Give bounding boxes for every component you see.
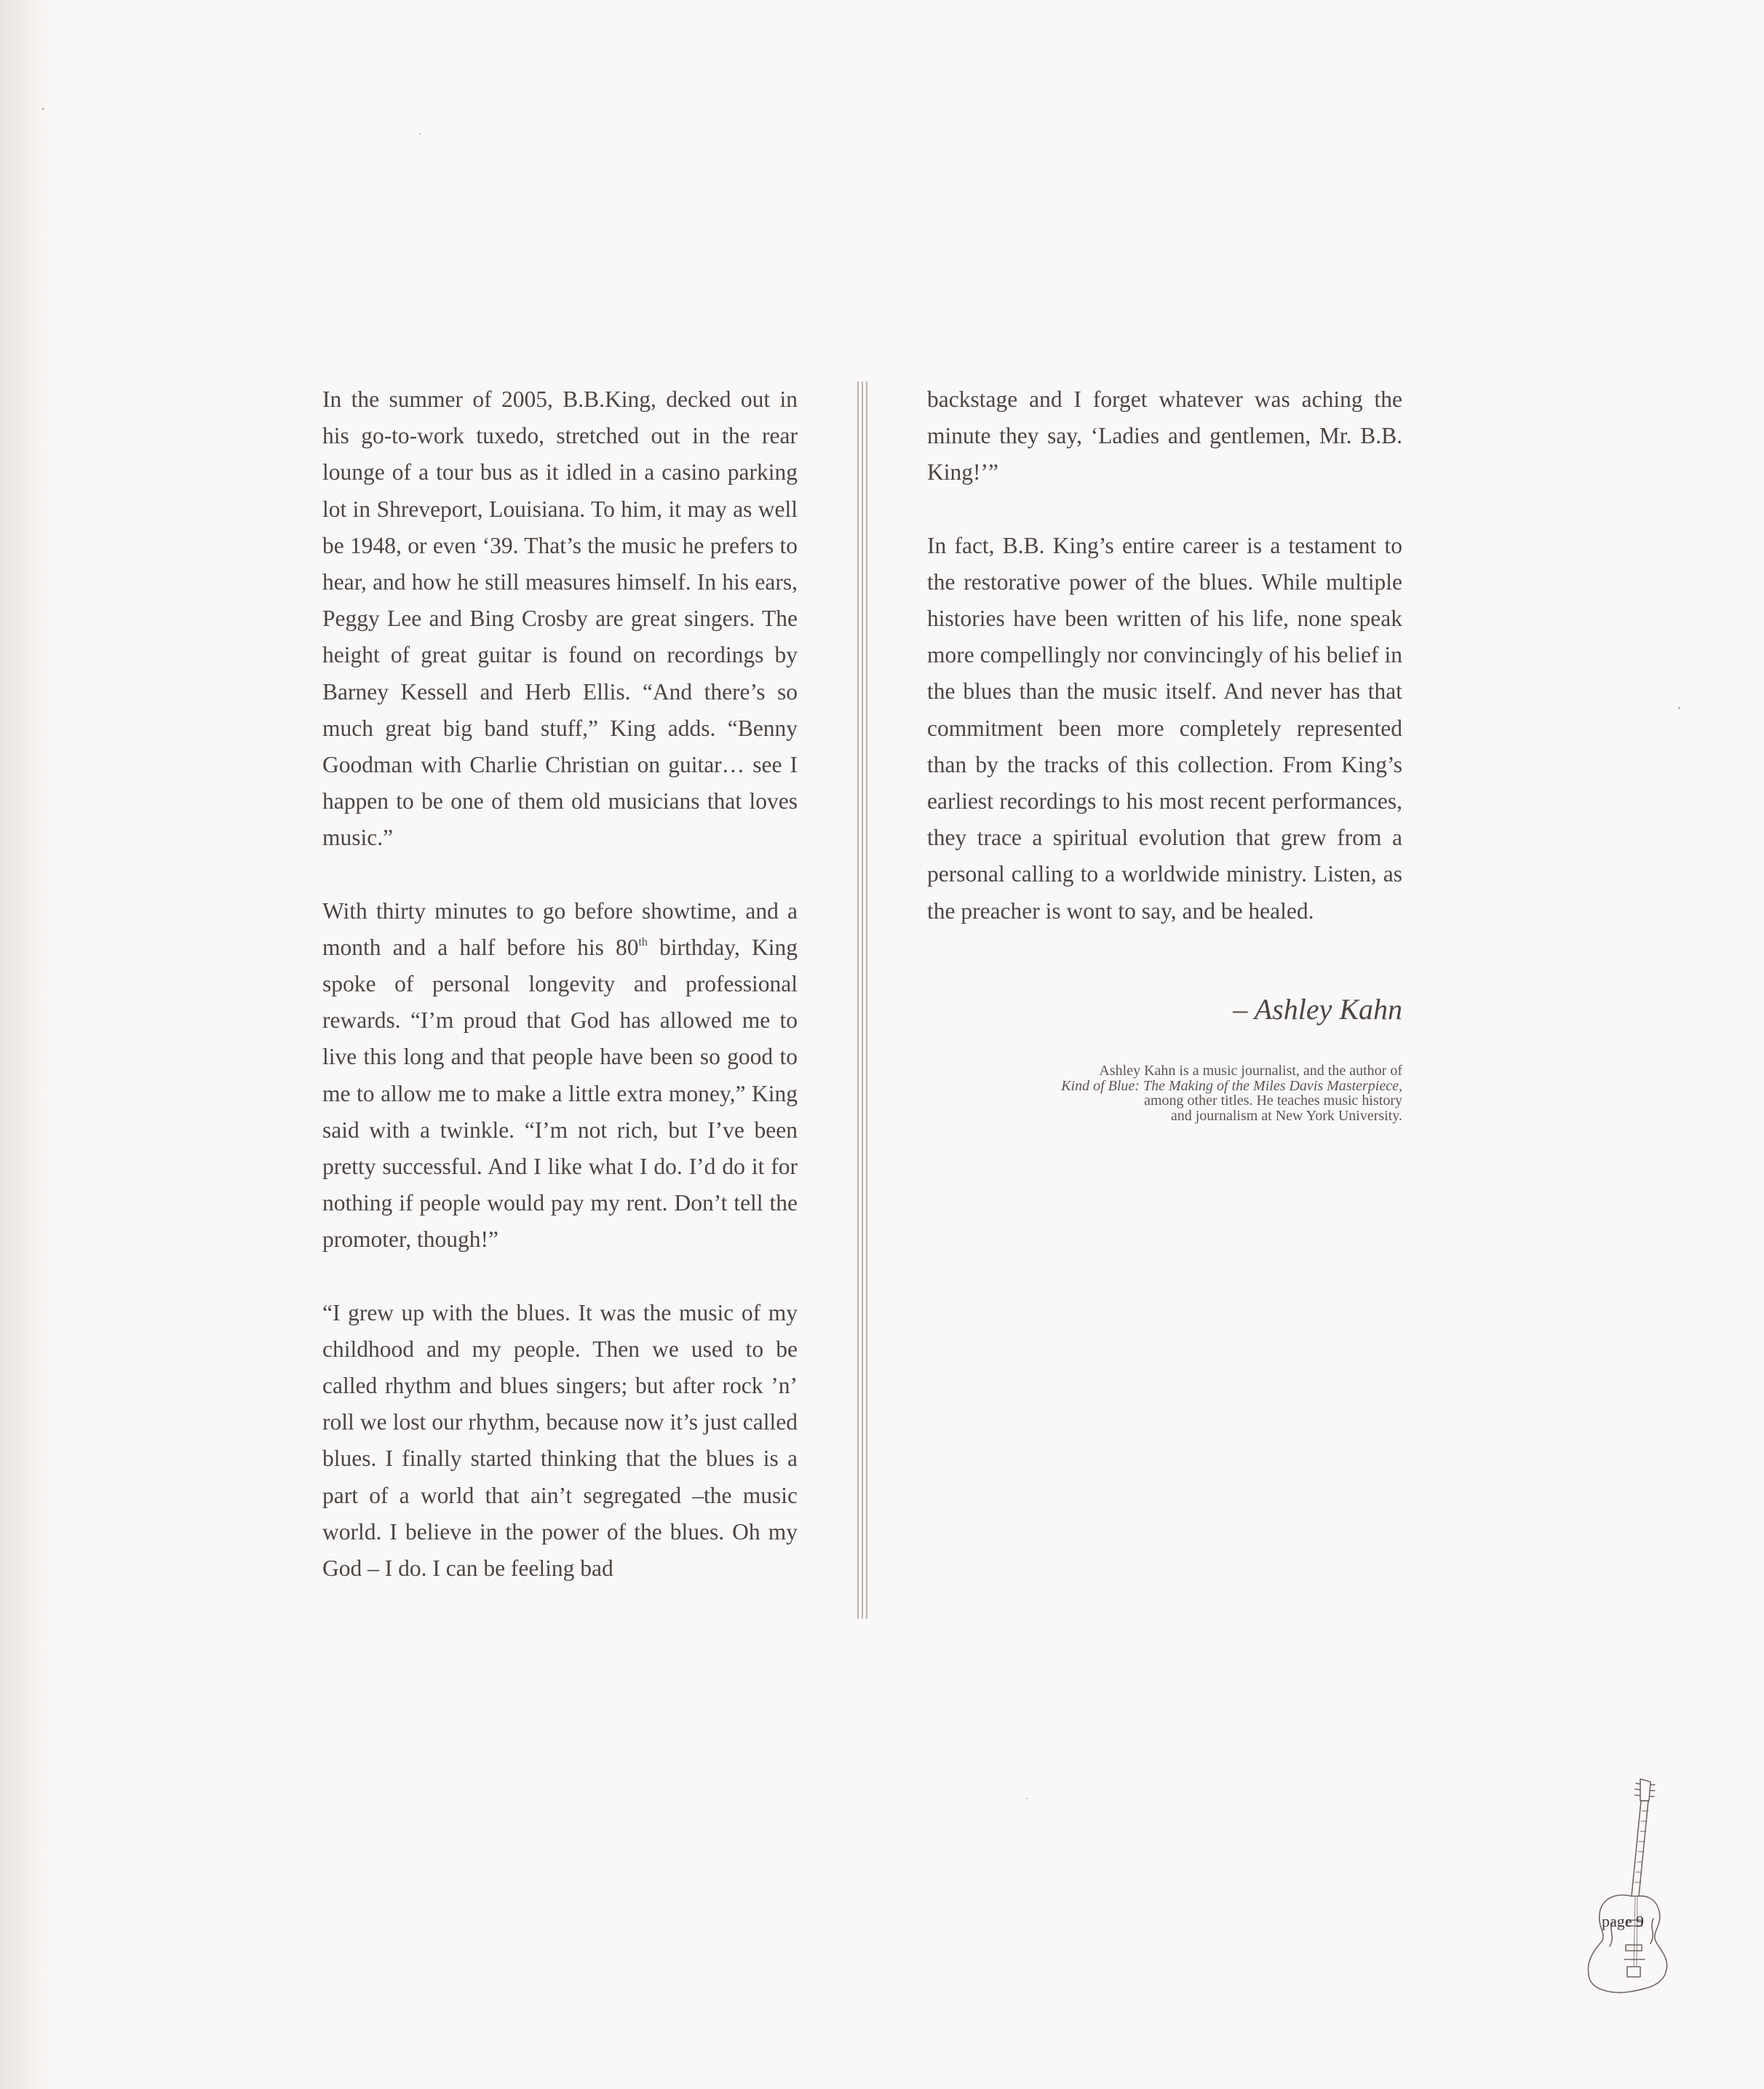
book-title: Kind of Blue: The Making of the Miles Davis Masterpiece, [1061,1077,1402,1094]
paper-speck [1026,1798,1028,1799]
ordinal-suffix: th [638,935,648,948]
author-bio [927,1063,1402,1123]
paper-speck [419,133,421,135]
guitar-icon [1565,1776,1674,1994]
paragraph-text: With thirty minutes to go before showtime, and a month and a half before his 80 [322,897,798,960]
paper-speck [42,108,44,110]
bio-line: and journalism at New York University. [1170,1107,1402,1124]
bio-line: Ashley Kahn is a music journalist, and the author of [1099,1063,1402,1079]
paragraph-text: birthday, King spoke of personal longevity and professional rewards. “I’m proud that God has allowed me to live this long and that people have been so good to me to allow me to make a little extra money,” King said with a twinkle. “I’m not rich, but I’ve been pretty successful. And I like what I do. I’d do it for nothing if people would pay my rent. Don’t tell the promoter, though!” [322,934,798,1253]
paragraph [322,893,798,1258]
paper-speck [1678,707,1680,709]
paragraph: In the summer of 2005, B.B.King, decked out in his go-to-work tuxedo, stretched out in the rear lounge of a tour bus as it idled in a casino parking lot in Shreveport, Louisiana. To him, it may as well be 1948, or even ‘39. That’s the music he prefers to hear, and how he still measures himself. In his ears, Peggy Lee and Bing Crosby are great singers. The height of great guitar is found on recordings by Barney Kessell and Herb Ellis. “And there’s so much great big band stuff,” King adds. “Benny Goodman with Charlie Christian on guitar… see I happen to be one of them old musicians that loves music.” [322,387,798,851]
bio-line: among other titles. He teaches music history [1144,1093,1402,1109]
bio-book-title [927,1079,1402,1094]
paragraph: “I grew up with the blues. It was the music of my childhood and my people. Then we used to be called rhythm and blues singers; but after rock ’n’ roll we lost our rhythm, because now it’s just called blues. I finally started thinking that the blues is a part of a world that ain’t segregated –the music world. I believe in the power of the blues. Oh my God – I do. I can be feeling bad [322,1299,798,1582]
right-text-column [927,381,1402,929]
paragraph: In fact, B.B. King’s entire career is a testament to the restorative power of the blues. While multiple histories have been written of his life, none speak more compellingly nor convincingly of his belief in the blues than the music itself. And never has that commitment been more completely represented than by the tracks of this collection. From King’s earliest recordings to his most recent performances, they trace a spiritual evolution that grew from a personal calling to a worldwide ministry. Listen, as the preacher is wont to say, and be healed. [927,532,1402,924]
column-divider [857,381,867,1619]
paragraph: backstage and I forget whatever was aching the minute they say, ‘Ladies and gentlemen, Mr. B.B. King!’” [927,387,1402,485]
author-signature: – Ashley Kahn [1233,993,1402,1026]
page-number: page 9 [1601,1912,1645,1930]
book-gutter-shadow [0,0,51,2089]
left-text-column [322,381,798,1587]
